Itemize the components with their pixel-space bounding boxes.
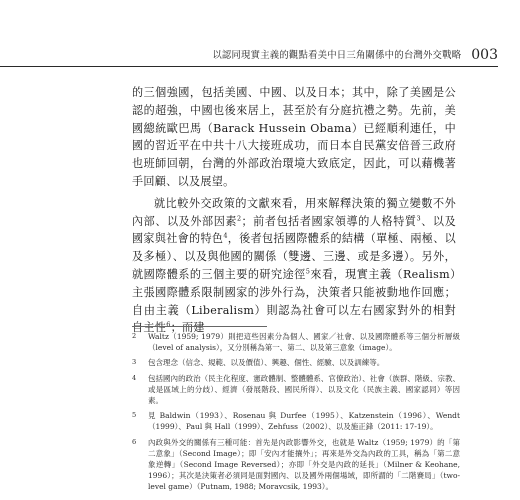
footnote-item (132, 331, 460, 353)
paragraph-2-text: 就比較外交政策的文獻來看，用來解釋決策的獨立變數不外內部、以及外部因素 (132, 196, 456, 228)
footnote-text: Waltz（1959; 1979）則把這些因素分為個人、國家／社會、以及國際體系等三個分析層級（level of analysis），又分別稱為第一、第二、以及第三意象（image）。 (148, 332, 460, 353)
page-header (0, 38, 498, 67)
footnote-item (132, 357, 460, 368)
page-number: 003 (471, 47, 498, 63)
body-text (132, 84, 456, 337)
footnote-item (132, 410, 460, 432)
footnote-number: 4 (132, 373, 137, 382)
footnote-ref-2: 2 (237, 213, 242, 222)
footnote-item (132, 437, 460, 493)
footnote-ref-5: 5 (305, 267, 311, 276)
footnote-number: 3 (132, 358, 137, 367)
footnotes (132, 331, 460, 497)
footnote-number: 5 (132, 411, 137, 420)
footnote-text: 包含理念（信念、規範、以及價值）、興趣、個性、經驗、以及訓練等。 (148, 358, 385, 368)
footnote-ref-6: 6 (166, 320, 171, 329)
paragraph-2-text: 來看，現實主義（Realism）主張國際體系限制國家的涉外行為，決策者只能被動地作回應；自由主義（Liberalism）則認為社會可以左右國家對外的相對自主性 (132, 267, 456, 335)
paragraph-1: 的三個強國，包括美國、中國、以及日本；其中，除了美國是公認的超強，中國也後來居上，甚至於有分庭抗禮之勢。先前，美國總統歐巴馬（Barack Hussein Obama）已經順利連任，中國的習近平在中共十八大接班成功，而日本自民黨安倍晉三政府也班師回朝，台灣的外部政治環境大致底定，因此，可以藉機著手回顧、以及展望。 (132, 86, 456, 188)
footnote-text: 包括國內的政治（民主化程度、憲政體制、整體體系、官僚政治）、社會（族群、階級、宗教、或是區域上的分歧）、經濟（發展階段、國民所得）、以及文化（民族主義、國家認同）等因素。 (148, 373, 460, 406)
footnote-ref-4: 4 (223, 231, 228, 240)
footnote-separator (132, 326, 267, 327)
footnote-text: 見 Baldwin（1993）、Rosenau 與 Durfee（1995）、Katzenstein（1996）、Wendt（1999）、Paul 與 Hall（1999）、Zehfuss（2002）、以及施正鋒（2011: 17-19）。 (148, 411, 460, 432)
footnote-text: 內政與外交的關係有三種可能：首先是內政影響外交，也就是 Waltz（1959; 1979）的「第二意象」（Second Image）；即「安內才能攘外」；再來是外交為內政的工具，稱為「第二意象逆轉」（Second Image Reversed）；亦即「外交是內政的延長」（Milner & Keohane, 1996）；其次是決策者必須同是面對國內、以及國外兩個場域，即所謂的「二階賽局」（two-level game）（Putnam, 1988; Moravcsik, 1993）。 (148, 437, 460, 492)
paragraph-2-text: ，後者包括國際體系的結構（單極、兩極、以及多極）、以及與他國的關係（雙邊、三邊、或是多邊）。另外，就國際體系的三個主要的研究途徑 (132, 232, 456, 281)
paragraph-2-text: ；前者包括者國家領導的人格特質 (241, 214, 417, 228)
footnote-ref-3: 3 (416, 213, 421, 222)
footnote-number: 6 (132, 437, 137, 446)
footnote-item (132, 373, 460, 407)
paragraph-2-text: ；而建 (170, 321, 205, 335)
paragraph-2-text: 、以及國家與社會的特色 (132, 214, 456, 246)
running-title: 以認同現實主義的觀點看美中日三角關係中的台灣外交戰略 (212, 50, 462, 61)
paragraph-2 (132, 195, 456, 337)
footnote-number: 2 (132, 332, 137, 340)
